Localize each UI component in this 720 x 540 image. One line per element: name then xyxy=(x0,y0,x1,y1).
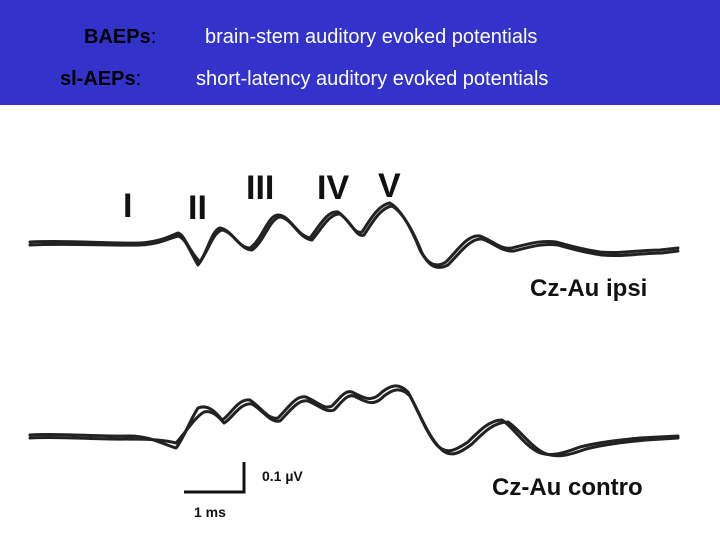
peak-label-iii: III xyxy=(246,169,275,207)
definition-baeps: brain-stem auditory evoked potentials xyxy=(205,26,538,48)
peak-label-ii: II xyxy=(188,189,207,227)
scale-time-label: 1 ms xyxy=(194,504,226,520)
abbr-baeps: BAEPs: xyxy=(84,26,157,48)
evoked-potential-figure xyxy=(0,105,720,540)
trace-label-ipsi: Cz-Au ipsi xyxy=(530,275,648,302)
abbr-sl-aeps: sl-AEPs: xyxy=(60,68,142,90)
scale-bar xyxy=(184,462,244,492)
peak-label-v: V xyxy=(378,167,401,205)
peak-label-iv: IV xyxy=(317,169,350,207)
header-banner xyxy=(0,0,720,105)
definition-sl-aeps: short-latency auditory evoked potentials xyxy=(196,68,549,90)
trace-label-contro: Cz-Au contro xyxy=(492,474,643,501)
scale-amplitude-label: 0.1 µV xyxy=(262,468,303,484)
peak-label-i: I xyxy=(123,187,133,225)
